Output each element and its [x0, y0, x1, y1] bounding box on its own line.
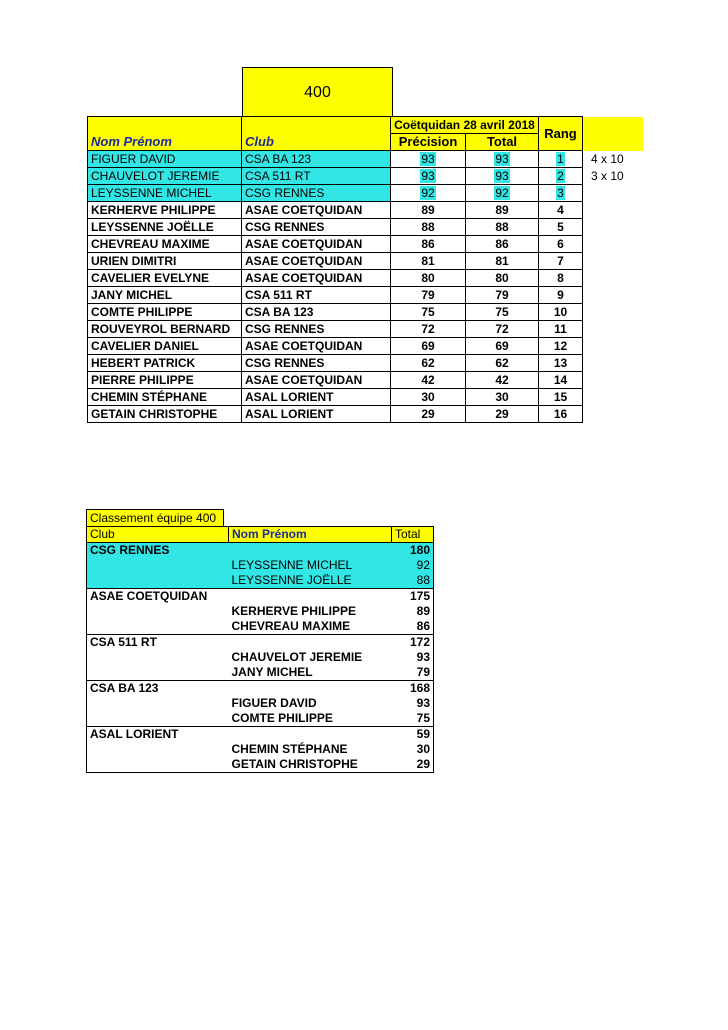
team-club-name: ASAL LORIENT [87, 727, 229, 743]
cell-precision: 62 [421, 356, 435, 370]
table-row [88, 372, 643, 389]
cell-name: COMTE PHILIPPE [91, 305, 193, 319]
cell-club: ASAE COETQUIDAN [245, 339, 363, 353]
cell-club: ASAL LORIENT [245, 407, 334, 421]
team-member-name: GETAIN CHRISTOPHE [229, 757, 392, 773]
team-club-name: ASAE COETQUIDAN [87, 589, 229, 605]
table-row [88, 355, 643, 372]
team-member-row [87, 665, 434, 681]
team-club-total: 172 [392, 635, 434, 651]
cell-note [583, 372, 643, 389]
cell-club: ASAL LORIENT [245, 390, 334, 404]
cell-name: LEYSSENNE JOËLLE [91, 220, 214, 234]
team-member-score: 29 [392, 757, 434, 773]
cell-note [583, 338, 643, 355]
team-member-row [87, 757, 434, 773]
cell-name: CHEVREAU MAXIME [91, 237, 210, 251]
cell-club: CSA BA 123 [245, 152, 312, 166]
team-club-row [87, 681, 434, 697]
cell-club: CSA 511 RT [245, 169, 311, 183]
cell-rang: 11 [554, 322, 567, 336]
cell-rang: 6 [557, 237, 564, 251]
cell-total: 86 [495, 237, 509, 251]
cell-rang: 5 [557, 220, 564, 234]
cell-note [583, 355, 643, 372]
cell-total: 88 [495, 220, 509, 234]
team-member-score: 92 [392, 558, 434, 573]
cell-rang: 15 [553, 390, 568, 404]
team-member-row [87, 619, 434, 635]
header-precision: Précision [391, 134, 466, 151]
team-header-name: Nom Prénom [229, 527, 392, 543]
cell-note [583, 236, 643, 253]
cell-club: ASAE COETQUIDAN [245, 373, 363, 387]
cell-name: CAVELIER EVELYNE [91, 271, 210, 285]
team-club-name: CSA 511 RT [87, 635, 229, 651]
table-row [88, 389, 643, 406]
team-member-name: LEYSSENNE MICHEL [229, 558, 392, 573]
cell-note [583, 202, 643, 219]
team-club-row [87, 635, 434, 651]
team-member-name: JANY MICHEL [231, 665, 313, 679]
table-row [88, 151, 643, 168]
table-row [88, 338, 643, 355]
cell-total: 92 [495, 186, 509, 200]
team-title: Classement équipe 400 [86, 509, 224, 526]
team-member-row [87, 696, 434, 711]
table-row [88, 304, 643, 321]
table-row [88, 253, 643, 270]
team-club-row [87, 727, 434, 743]
cell-name: KERHERVE PHILIPPE [91, 203, 216, 217]
team-member-score: 30 [392, 742, 434, 757]
cell-rang: 1 [557, 152, 564, 166]
team-member-name: COMTE PHILIPPE [231, 711, 333, 725]
cell-precision: 93 [421, 152, 435, 166]
table-row [88, 321, 643, 338]
team-club-name: CSA BA 123 [87, 681, 229, 697]
team-club-row [87, 543, 434, 559]
team-member-name: CHEMIN STÉPHANE [231, 742, 348, 756]
table-row [88, 236, 643, 253]
header-name: Nom Prénom [88, 117, 242, 151]
cell-name: ROUVEYROL BERNARD [91, 322, 231, 336]
team-member-name: LEYSSENNE JOËLLE [229, 573, 392, 589]
cell-total: 80 [495, 271, 509, 285]
cell-name: PIERRE PHILIPPE [91, 373, 194, 387]
cell-name: HEBERT PATRICK [91, 356, 196, 370]
team-header-row [87, 527, 434, 543]
results-table [87, 116, 643, 423]
cell-precision: 86 [421, 237, 435, 251]
team-club-total: 168 [392, 681, 434, 697]
cell-total: 72 [495, 322, 509, 336]
cell-name: JANY MICHEL [91, 288, 173, 302]
cell-name: URIEN DIMITRI [91, 254, 177, 268]
team-member-row [87, 650, 434, 665]
table-row [88, 185, 643, 202]
cell-rang: 10 [553, 305, 568, 319]
team-member-score: 86 [392, 619, 434, 635]
team-header-total: Total [392, 527, 434, 543]
cell-precision: 89 [421, 203, 435, 217]
cell-rang: 4 [557, 203, 564, 217]
cell-precision: 75 [421, 305, 435, 319]
cell-name: LEYSSENNE MICHEL [91, 186, 212, 200]
cell-note [583, 304, 643, 321]
cell-name: GETAIN CHRISTOPHE [91, 407, 218, 421]
cell-club: CSG RENNES [245, 356, 325, 370]
cell-note [583, 321, 643, 338]
cell-name: CHAUVELOT JEREMIE [91, 169, 220, 183]
team-member-name: CHAUVELOT JEREMIE [231, 650, 363, 664]
cell-precision: 88 [421, 220, 435, 234]
cell-precision: 93 [421, 169, 435, 183]
team-member-name: CHEVREAU MAXIME [231, 619, 351, 633]
cell-club: CSG RENNES [245, 322, 325, 336]
cell-precision: 92 [421, 186, 435, 200]
team-member-name: FIGUER DAVID [231, 696, 317, 710]
cell-precision: 69 [421, 339, 435, 353]
cell-rang: 13 [553, 356, 568, 370]
team-member-score: 89 [392, 604, 434, 619]
cell-note: 4 x 10 [591, 152, 624, 166]
cell-club: CSA BA 123 [245, 305, 314, 319]
cell-rang: 9 [557, 288, 564, 302]
table-row [88, 406, 643, 423]
team-member-score: 93 [392, 696, 434, 711]
cell-club: CSG RENNES [245, 220, 325, 234]
cell-rang: 16 [553, 407, 568, 421]
team-table [86, 526, 434, 773]
cell-name: CHEMIN STÉPHANE [91, 390, 208, 404]
team-member-row [87, 558, 434, 573]
cell-name: CAVELIER DANIEL [91, 339, 199, 353]
team-member-row [87, 573, 434, 589]
table-row [88, 202, 643, 219]
event-label-box [242, 67, 393, 117]
cell-note [583, 253, 643, 270]
team-club-name: CSG RENNES [87, 543, 229, 559]
cell-precision: 79 [421, 288, 435, 302]
cell-total: 29 [495, 407, 509, 421]
cell-note [583, 270, 643, 287]
cell-club: ASAE COETQUIDAN [245, 237, 363, 251]
cell-club: ASAE COETQUIDAN [245, 271, 363, 285]
team-member-score: 93 [392, 650, 434, 665]
team-member-row [87, 742, 434, 757]
cell-precision: 81 [421, 254, 435, 268]
team-header-club: Club [87, 527, 229, 543]
table-row [88, 287, 643, 304]
cell-note [583, 389, 643, 406]
cell-total: 42 [495, 373, 509, 387]
header-date: Coëtquidan 28 avril 2018 [391, 117, 539, 134]
cell-total: 79 [495, 288, 509, 302]
team-club-total: 175 [392, 589, 434, 605]
cell-rang: 14 [553, 373, 568, 387]
cell-rang: 7 [557, 254, 564, 268]
table-row [88, 168, 643, 185]
cell-note [583, 185, 643, 202]
cell-precision: 29 [421, 407, 435, 421]
cell-club: ASAE COETQUIDAN [245, 254, 363, 268]
cell-note [583, 287, 643, 304]
table-row [88, 219, 643, 236]
cell-club: CSG RENNES [245, 186, 325, 200]
team-club-total: 180 [392, 543, 434, 559]
cell-rang: 8 [557, 271, 564, 285]
header-club: Club [242, 117, 391, 151]
team-club-row [87, 589, 434, 605]
team-member-score: 88 [392, 573, 434, 589]
team-member-row [87, 604, 434, 619]
event-label: 400 [304, 83, 331, 101]
cell-rang: 2 [557, 169, 564, 183]
cell-total: 69 [495, 339, 509, 353]
cell-note [583, 219, 643, 236]
cell-total: 62 [495, 356, 509, 370]
header-total: Total [466, 134, 539, 151]
team-member-row [87, 711, 434, 727]
results-date-row [88, 117, 643, 134]
cell-total: 81 [495, 254, 509, 268]
cell-precision: 72 [421, 322, 435, 336]
cell-club: ASAE COETQUIDAN [245, 203, 363, 217]
team-member-score: 79 [392, 665, 434, 681]
cell-total: 93 [495, 152, 509, 166]
cell-precision: 30 [421, 390, 435, 404]
cell-total: 75 [495, 305, 509, 319]
cell-note: 3 x 10 [591, 169, 624, 183]
table-row [88, 270, 643, 287]
cell-rang: 12 [553, 339, 568, 353]
cell-total: 30 [495, 390, 509, 404]
team-club-total: 59 [392, 727, 434, 743]
cell-name: FIGUER DAVID [91, 152, 176, 166]
cell-total: 89 [495, 203, 509, 217]
cell-note [583, 406, 643, 423]
header-rang: Rang [539, 117, 583, 151]
cell-total: 93 [495, 169, 509, 183]
cell-precision: 42 [421, 373, 435, 387]
team-member-name: KERHERVE PHILIPPE [231, 604, 356, 618]
cell-precision: 80 [421, 271, 435, 285]
cell-rang: 3 [557, 186, 564, 200]
cell-club: CSA 511 RT [245, 288, 312, 302]
team-member-score: 75 [392, 711, 434, 727]
